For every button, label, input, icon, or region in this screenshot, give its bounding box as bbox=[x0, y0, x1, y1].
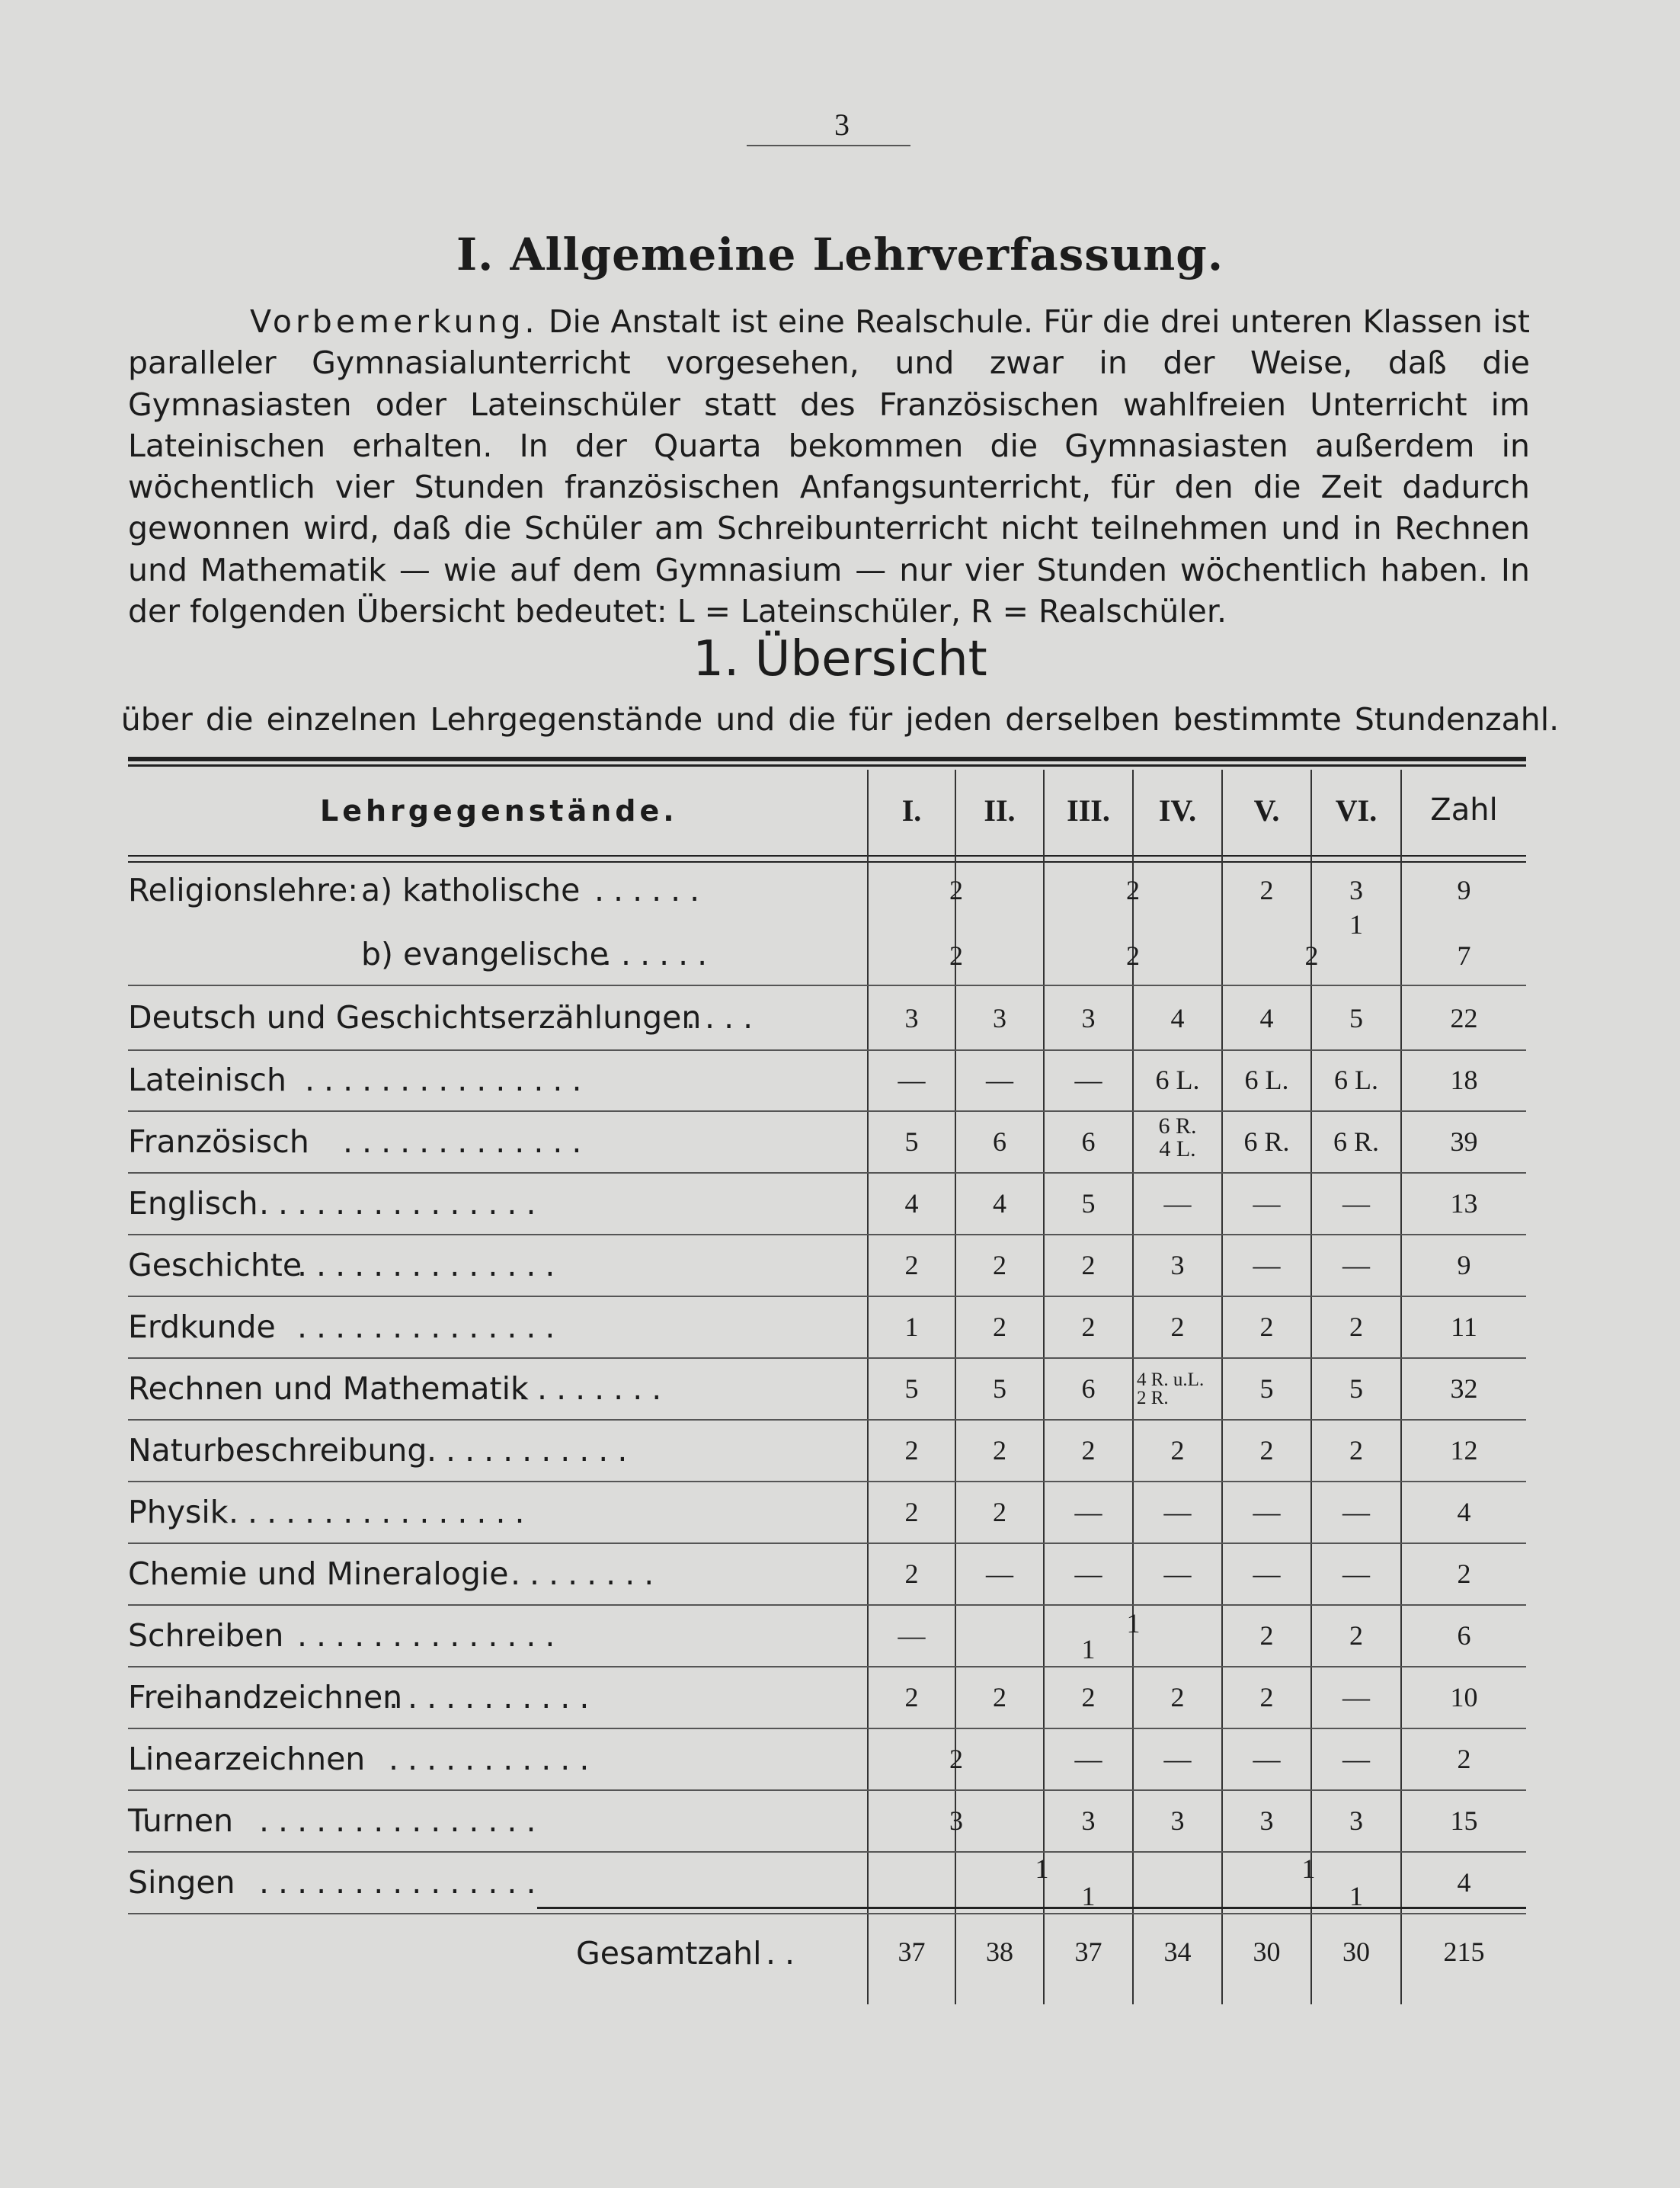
cell-total: 13 bbox=[1450, 1188, 1478, 1219]
leader-dots: .............. bbox=[297, 1247, 565, 1283]
cell-total: 12 bbox=[1450, 1435, 1478, 1466]
cell: 2 bbox=[904, 1435, 919, 1466]
row-line bbox=[128, 1542, 1526, 1544]
cell: 2 bbox=[904, 1682, 919, 1712]
cell: 6 bbox=[993, 1126, 1006, 1157]
leader-dots: ........... bbox=[427, 1432, 637, 1469]
cell: 30 bbox=[1253, 1937, 1281, 1967]
header-col-3: III. bbox=[1067, 793, 1110, 828]
cell: 6 L. bbox=[1155, 1065, 1200, 1095]
row-turnen-label: Turnen bbox=[128, 1802, 234, 1839]
table-header-rule-2 bbox=[128, 861, 1526, 863]
cell: — bbox=[1253, 1497, 1281, 1527]
row-line bbox=[128, 1296, 1526, 1297]
cell-total: 9 bbox=[1457, 1250, 1471, 1280]
table-top-rule-thin bbox=[128, 764, 1526, 767]
cell: — bbox=[1342, 1682, 1370, 1712]
row-singen-label: Singen bbox=[128, 1864, 235, 1901]
intro-paragraph bbox=[128, 301, 1530, 632]
leader-dots: ................ bbox=[229, 1494, 534, 1530]
leader-dots: ............. bbox=[343, 1123, 591, 1160]
cell: 6 R. bbox=[1158, 1113, 1197, 1139]
row-erdkunde-label: Erdkunde bbox=[128, 1309, 276, 1345]
cell: — bbox=[1253, 1559, 1281, 1589]
cell: 1 bbox=[1081, 1881, 1096, 1911]
header-subject: Lehrgegenstände. bbox=[320, 794, 678, 828]
cell: 2 bbox=[993, 1250, 1006, 1280]
cell: 3 bbox=[904, 1003, 919, 1033]
cell: 5 bbox=[1349, 1373, 1363, 1404]
religion-a-label: a) katholische bbox=[361, 872, 581, 908]
cell: 2 bbox=[1259, 875, 1274, 905]
cell: — bbox=[1342, 1188, 1370, 1219]
cell: — bbox=[1163, 1559, 1192, 1589]
cell: 4 L. bbox=[1159, 1136, 1196, 1161]
cell: 2 bbox=[1170, 1435, 1185, 1466]
row-line bbox=[128, 1172, 1526, 1174]
row-schreiben-label: Schreiben bbox=[128, 1617, 284, 1654]
cell: 3 bbox=[993, 1003, 1006, 1033]
leader-dots: ............... bbox=[305, 1062, 591, 1098]
header-col-6: VI. bbox=[1335, 793, 1378, 828]
cell: 1 bbox=[1081, 1634, 1096, 1664]
cell-total: 2 bbox=[1457, 1744, 1471, 1774]
section-title: 1. Übersicht bbox=[693, 631, 987, 687]
cell: 2 bbox=[1349, 1435, 1363, 1466]
cell: 2 bbox=[949, 940, 963, 971]
cell: 2 bbox=[904, 1250, 919, 1280]
cell: 2 bbox=[1081, 1682, 1096, 1712]
cell: 2 bbox=[1259, 1620, 1274, 1651]
cell: 5 bbox=[1081, 1188, 1096, 1219]
row-line bbox=[128, 1357, 1526, 1359]
cell: 3 bbox=[1170, 1805, 1185, 1836]
row-linear-label: Linearzeichnen bbox=[128, 1741, 366, 1777]
row-line bbox=[128, 1728, 1526, 1729]
cell: 3 bbox=[949, 1805, 963, 1836]
row-geschichte-label: Geschichte bbox=[128, 1247, 302, 1283]
cell: 1 bbox=[1349, 909, 1363, 940]
cell: 2 bbox=[993, 1435, 1006, 1466]
cell: 34 bbox=[1163, 1937, 1192, 1967]
header-col-5: V. bbox=[1253, 793, 1280, 828]
cell-total: 2 bbox=[1457, 1559, 1471, 1589]
leader-dots: ............... bbox=[259, 1864, 546, 1901]
cell: 6 bbox=[1081, 1126, 1096, 1157]
cell: 2 bbox=[1349, 1620, 1363, 1651]
row-line bbox=[128, 1110, 1526, 1112]
header-col-1: I. bbox=[901, 793, 922, 828]
cell-total: 215 bbox=[1443, 1937, 1485, 1967]
cell: 4 bbox=[904, 1188, 919, 1219]
cell: 38 bbox=[986, 1937, 1013, 1967]
cell: 2 bbox=[993, 1312, 1006, 1342]
leader-dots: ...... bbox=[594, 872, 709, 908]
row-deutsch-label: Deutsch und Geschichtserzählungen bbox=[128, 999, 702, 1036]
cell: 2 bbox=[1081, 1435, 1096, 1466]
cell: — bbox=[1074, 1065, 1102, 1095]
cell: 2 bbox=[1126, 940, 1140, 971]
cell: — bbox=[1253, 1744, 1281, 1774]
cell: 6 R. bbox=[1243, 1126, 1290, 1157]
cell: 4 bbox=[993, 1188, 1006, 1219]
cell: 2 bbox=[1170, 1312, 1185, 1342]
cell: 5 bbox=[1349, 1003, 1363, 1033]
cell-total: 15 bbox=[1450, 1805, 1478, 1836]
leader-dots: ...... bbox=[602, 936, 717, 972]
cell: 5 bbox=[904, 1373, 919, 1404]
cell: — bbox=[986, 1559, 1013, 1589]
row-line bbox=[128, 1481, 1526, 1482]
cell: 5 bbox=[1259, 1373, 1274, 1404]
cell: 4 bbox=[1170, 1003, 1185, 1033]
cell: 2 bbox=[1259, 1312, 1274, 1342]
religion-b-label: b) evangelische bbox=[361, 936, 609, 972]
cell: 3 bbox=[1349, 1805, 1363, 1836]
cell-total: 32 bbox=[1450, 1373, 1478, 1404]
leader-dots: ........... bbox=[389, 1679, 599, 1715]
cell: 2 bbox=[993, 1497, 1006, 1527]
row-franz-label: Französisch bbox=[128, 1123, 309, 1160]
cell: — bbox=[986, 1065, 1013, 1095]
cell: 2 bbox=[993, 1682, 1006, 1712]
cell-total: 39 bbox=[1450, 1126, 1478, 1157]
cell: 2 bbox=[1081, 1250, 1096, 1280]
cell: — bbox=[1253, 1250, 1281, 1280]
row-line bbox=[128, 1913, 1526, 1914]
leader-dots: .. bbox=[766, 1935, 805, 1972]
cell: 5 bbox=[993, 1373, 1006, 1404]
row-natur-label: Naturbeschreibung bbox=[128, 1432, 427, 1469]
cell: 1 bbox=[1126, 1608, 1141, 1639]
cell: — bbox=[1074, 1559, 1102, 1589]
cell: — bbox=[1163, 1188, 1192, 1219]
cell: 1 bbox=[1301, 1853, 1316, 1884]
cell: 4 R. u.L. bbox=[1137, 1370, 1205, 1390]
cell-total: 4 bbox=[1457, 1867, 1471, 1898]
cell: — bbox=[898, 1620, 926, 1651]
cell: 2 R. bbox=[1137, 1388, 1169, 1408]
cell: 6 L. bbox=[1244, 1065, 1289, 1095]
leader-dots: .............. bbox=[297, 1309, 565, 1345]
cell-total: 6 bbox=[1457, 1620, 1471, 1651]
page-number: 3 bbox=[834, 107, 850, 142]
cell: 1 bbox=[1349, 1881, 1363, 1911]
cell: 2 bbox=[1081, 1312, 1096, 1342]
cell: 6 R. bbox=[1333, 1126, 1379, 1157]
cell: — bbox=[1253, 1188, 1281, 1219]
cell-total: 10 bbox=[1450, 1682, 1478, 1712]
leader-dots: ........ bbox=[510, 1555, 664, 1592]
cell: 2 bbox=[904, 1559, 919, 1589]
cell: — bbox=[1074, 1497, 1102, 1527]
leader-dots: ............... bbox=[259, 1185, 546, 1222]
cell: 4 bbox=[1259, 1003, 1274, 1033]
cell: 37 bbox=[898, 1937, 926, 1967]
cell: — bbox=[1342, 1744, 1370, 1774]
cell: 3 bbox=[1259, 1805, 1274, 1836]
cell: 1 bbox=[904, 1312, 919, 1342]
cell: 1 bbox=[1035, 1853, 1049, 1884]
cell: 2 bbox=[1259, 1435, 1274, 1466]
row-line bbox=[128, 1604, 1526, 1606]
cell: — bbox=[1342, 1559, 1370, 1589]
cell: 2 bbox=[1304, 940, 1319, 971]
cell-total: 18 bbox=[1450, 1065, 1478, 1095]
religion-label: Religionslehre: bbox=[128, 872, 359, 908]
row-chemie-label: Chemie und Mineralogie bbox=[128, 1555, 509, 1592]
cell: — bbox=[898, 1065, 926, 1095]
cell: 3 bbox=[1349, 875, 1363, 905]
cell-total: 7 bbox=[1457, 940, 1471, 971]
leader-dots: ........ bbox=[518, 1370, 671, 1407]
cell-total: 11 bbox=[1451, 1312, 1477, 1342]
cell: 3 bbox=[1081, 1805, 1096, 1836]
row-physik-label: Physik bbox=[128, 1494, 229, 1530]
cell: 5 bbox=[904, 1126, 919, 1157]
page-title: I. Allgemeine Lehrverfassung. bbox=[456, 229, 1224, 280]
cell: 3 bbox=[1170, 1250, 1185, 1280]
row-rechnen-label: Rechnen und Mathematik bbox=[128, 1370, 529, 1407]
cell-total: 9 bbox=[1457, 875, 1471, 905]
cell: 2 bbox=[1170, 1682, 1185, 1712]
cell: 2 bbox=[1259, 1682, 1274, 1712]
header-col-4: IV. bbox=[1158, 793, 1197, 828]
cell: — bbox=[1074, 1744, 1102, 1774]
cell: 6 L. bbox=[1334, 1065, 1378, 1095]
cell: 30 bbox=[1342, 1937, 1370, 1967]
row-line bbox=[128, 1234, 1526, 1235]
leader-dots: ........... bbox=[389, 1741, 599, 1777]
row-latein-label: Lateinisch bbox=[128, 1062, 286, 1098]
row-englisch-label: Englisch bbox=[128, 1185, 258, 1222]
leader-dots: .... bbox=[686, 999, 763, 1036]
header-col-2: II. bbox=[984, 793, 1016, 828]
leader-dots: ............... bbox=[259, 1802, 546, 1839]
header-total: Zahl bbox=[1430, 793, 1498, 828]
cell: — bbox=[1163, 1744, 1192, 1774]
cell: 2 bbox=[904, 1497, 919, 1527]
cell: — bbox=[1163, 1497, 1192, 1527]
row-gesamt-label: Gesamtzahl bbox=[576, 1935, 762, 1972]
cell: — bbox=[1342, 1497, 1370, 1527]
row-line bbox=[128, 1666, 1526, 1667]
cell-total: 22 bbox=[1450, 1003, 1478, 1033]
row-line bbox=[128, 1419, 1526, 1421]
cell: 2 bbox=[1349, 1312, 1363, 1342]
page-number-rule bbox=[747, 145, 910, 146]
table-header-rule-1 bbox=[128, 855, 1526, 857]
row-line bbox=[128, 1851, 1526, 1853]
intro-text: Die Anstalt ist eine Realschule. Für die drei unteren Klassen ist paralleler Gymnasialunterricht vorgesehen, und zwar in der Weise, daß die Gymnasiasten oder Lateinschüler statt des Französischen wahlfreien Unterricht im Lateinischen erhalten. In der Quarta bekommen die Gymnasiasten außerdem in wöchentlich vier Stunden französischen Anfangsunterricht, für den die Zeit dadurch gewonnen wird, daß die Schüler am Schreibunterricht nicht teilnehmen und in Rechnen und Mathematik — wie auf dem Gymnasium — nur vier Stunden wöchentlich haben. In der folgenden Übersicht bedeutet: L = Lateinschüler, R = Realschüler. bbox=[128, 303, 1530, 630]
table-top-rule-thick bbox=[128, 757, 1526, 761]
row-line bbox=[128, 985, 1526, 986]
cell: 2 bbox=[949, 1744, 963, 1774]
section-subtitle: über die einzelnen Lehrgegenstände und die für jeden derselben bestimmte Stundenzahl. bbox=[120, 701, 1560, 738]
cell-total: 4 bbox=[1457, 1497, 1471, 1527]
row-line bbox=[128, 1049, 1526, 1051]
cell: 2 bbox=[1126, 875, 1140, 905]
cell: 2 bbox=[949, 875, 963, 905]
cell: — bbox=[1342, 1250, 1370, 1280]
cell: 6 bbox=[1081, 1373, 1096, 1404]
leader-dots: .............. bbox=[297, 1617, 565, 1654]
cell: 37 bbox=[1074, 1937, 1102, 1967]
row-line bbox=[128, 1789, 1526, 1791]
row-freihand-label: Freihandzeichnen bbox=[128, 1679, 403, 1715]
cell: 3 bbox=[1081, 1003, 1096, 1033]
intro-lead: Vorbemerkung. bbox=[250, 303, 539, 340]
